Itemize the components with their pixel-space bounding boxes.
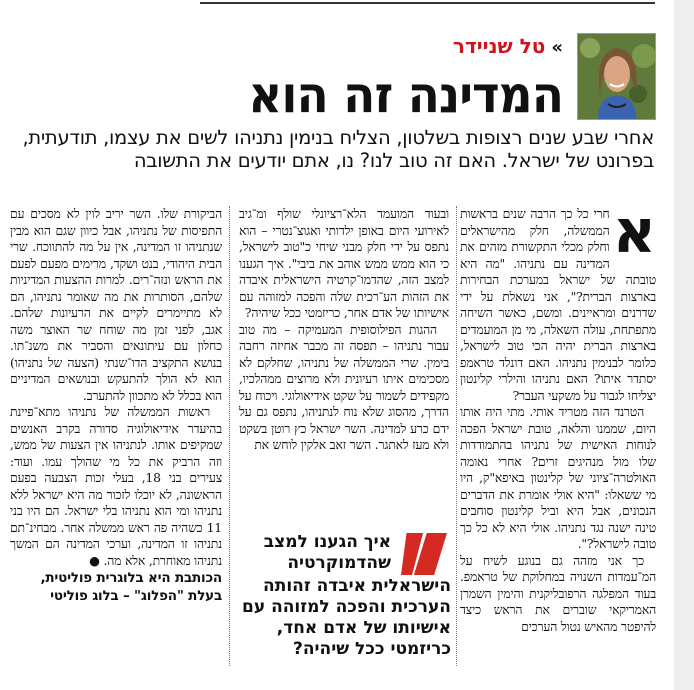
author-photo	[577, 33, 656, 120]
drop-cap: א	[612, 197, 656, 267]
article-column-left	[10, 206, 222, 605]
author-name: טל שניידר	[452, 34, 546, 58]
pullquote-line: הישראלית איבדה זהותה הערכית והפכה למזוהה עם אישיותו של אדם אחד, כריזמטי ככל שיהיה?	[242, 576, 451, 659]
pullquote	[239, 532, 451, 660]
subtitle: אחרי שבע שנים רצופות בשלטון, הצליח בנימין נתניהו לשים את עצמו, תודעתית, בפרונט של ישראל. האם זה טוב לנו? נו, אתם יודעים את התשובה	[22, 126, 654, 172]
pullquote-head-lines	[239, 532, 391, 574]
top-divider	[200, 2, 655, 4]
article-column-right	[460, 197, 656, 635]
pullquote-head	[239, 532, 451, 576]
paragraph: הטרנד הזה מטריד אותי. מתי היה אותו היום, שממנו והלאה, טובת ישראל הפכה לנוחות האישית של נתניהו בהתמודדות שלו מול מנהיגים זרים? אחרי נאומה האולטרה־ציוני של קלינטון באיפא"ק, היו מי ששאלו: "היא אולי אומרת את הדברים הנכונים, אבל היא וביל קלינטון סוחבים טינה ישנה נגד נתניהו. אולי היא לא כל כך טובה לישראל?".	[460, 404, 656, 551]
author-byline	[453, 34, 563, 58]
pullquote-line: איך הגענו למצב	[263, 532, 391, 552]
quote-marks-icon	[401, 533, 447, 575]
headline: המדינה זה הוא	[248, 66, 563, 126]
pullquote-line: שהדמוקרטיה	[287, 553, 391, 573]
paragraph: ובעוד המועמד הלא־רציונלי שולף ומ־גיב לאירועי היום באופן ילדותי ואגוצ־נטרי – הוא נתפס על ידי חלק מבני שיחי כ"טוב לישראל, כי הוא ממש ממש אוהב את ביבי". איך הגענו למצב הזה, שהדמו־קרטיה הישראלית איבדה את הזהות הע־רכית שלה והפכה למזוהה עם אישיותו של אדם אחר, כריזמטי ככל שיהיה?	[239, 206, 449, 320]
paragraph: ראשות הממשלה של נתניהו מתא־פיינת בהיעדר אידיאולוגיה סדורה בקרב האנשים שמקיפים אותו. לנתניהו אין הצעות של ממש, וזה הרביק את כל מי שהולך עמו. ועוד: צעירים בני 18, בעלי זכות הצבעה בפעם הראשונה, לא יוכלו לזכור מה היא ישראל ללא נתניהו ומי הוא נתניהו בלי ישראל. הם היו בני 11 כשהיה פה ראש ממשלה אחר. מבחינ־תם נתניהו זו המדינה, וערכי המדינה הם המשך נתניהו מאוחרת, אלא מה. ●	[10, 404, 223, 568]
column-divider	[229, 206, 230, 666]
page-margin-strip	[674, 0, 694, 690]
column-divider	[456, 206, 457, 666]
author-bio: הכותבת היא בלוגרית פוליטית, בעלת "הפלוג" – בלוג פוליטי	[40, 570, 222, 604]
double-chevron-icon: »	[551, 37, 563, 58]
paragraph: כך אני מזהה גם בנוגע לשיח על המ־עמדות השנויה במחלוקת של טראמפ. בעוד המפלגה הרפובליקנית והימין השמרן האמריקאי שוברים את הראש כיצד להיפטר מהאיש נטול הערכים	[460, 552, 656, 634]
paragraph: הביקורת שלו. השר יריב לוין לא מסכים עם התפיסות של נתניהו, אבל כיוון שגם הוא מבין שנתניהו זו המדינה, אין על מה להתווכח. שרי הבית היהודי, בנט ושקד, מרימים מפעם לפעם את הראש ונזה־רים. למרות ההצעות המדיניות שלהם, הסותרות את מה שאומר נתניהו, הם לא מתיימרים לקיים את הרעיונות שלהם. אגב, לפני זמן מה שוחח שר האוצר משה כחלון עם עיתונאים והסביר את משנ־תו. בנושא התקציב הדו־שנתי (הצעה של נתניהו) הוא לא הולך להתעקש ובנושאים המדיניים הוא בכלל לא מתכוון להתערב.	[10, 206, 222, 403]
paragraph: חרי כל כך הרבה שנים בראשות הממשלה, חלק מהישראלים וחלק מכלי התקשורת מזהים את המדינה עם נתניהו. "מה היא טובתה של ישראל במערכת הבחירות בארצות הברית?", אני נשאלת על ידי שדרנים ומראיינים. ומשם, כאשר השיחה מתפתחת, עולה השאלה, מי מן המועמדים בארצות הברית יהיה הכי טוב לישראל, כלומר לבנימין נתניהו. האם דונלד טראמפ יסתדר איתו? האם נתניהו והילרי קלינטון יצליחו לגבור על משקעי העבר?	[460, 206, 656, 403]
article-column-middle	[239, 206, 449, 454]
paragraph: ההגות הפילוסופית המעמיקה – מה טוב עבור נתניהו – תפסה זה מכבר אחיזה רחבה בימין. שרי הממשלה של נתניהו, שחלקם לא מסכימים איתו רעיונית ולא מרוצים ממהלכיו, מקפידים לשמור על שקט אידיאולוגי. ויכוח על הדרך, מהסוג שלא נוח לנתניהו, נתפס גם על ידם כרע למדינה. השר ישראל כץ רוטן בשקט ולא מעז לאתגר. השר זאב אלקין לוחש את	[239, 321, 449, 452]
